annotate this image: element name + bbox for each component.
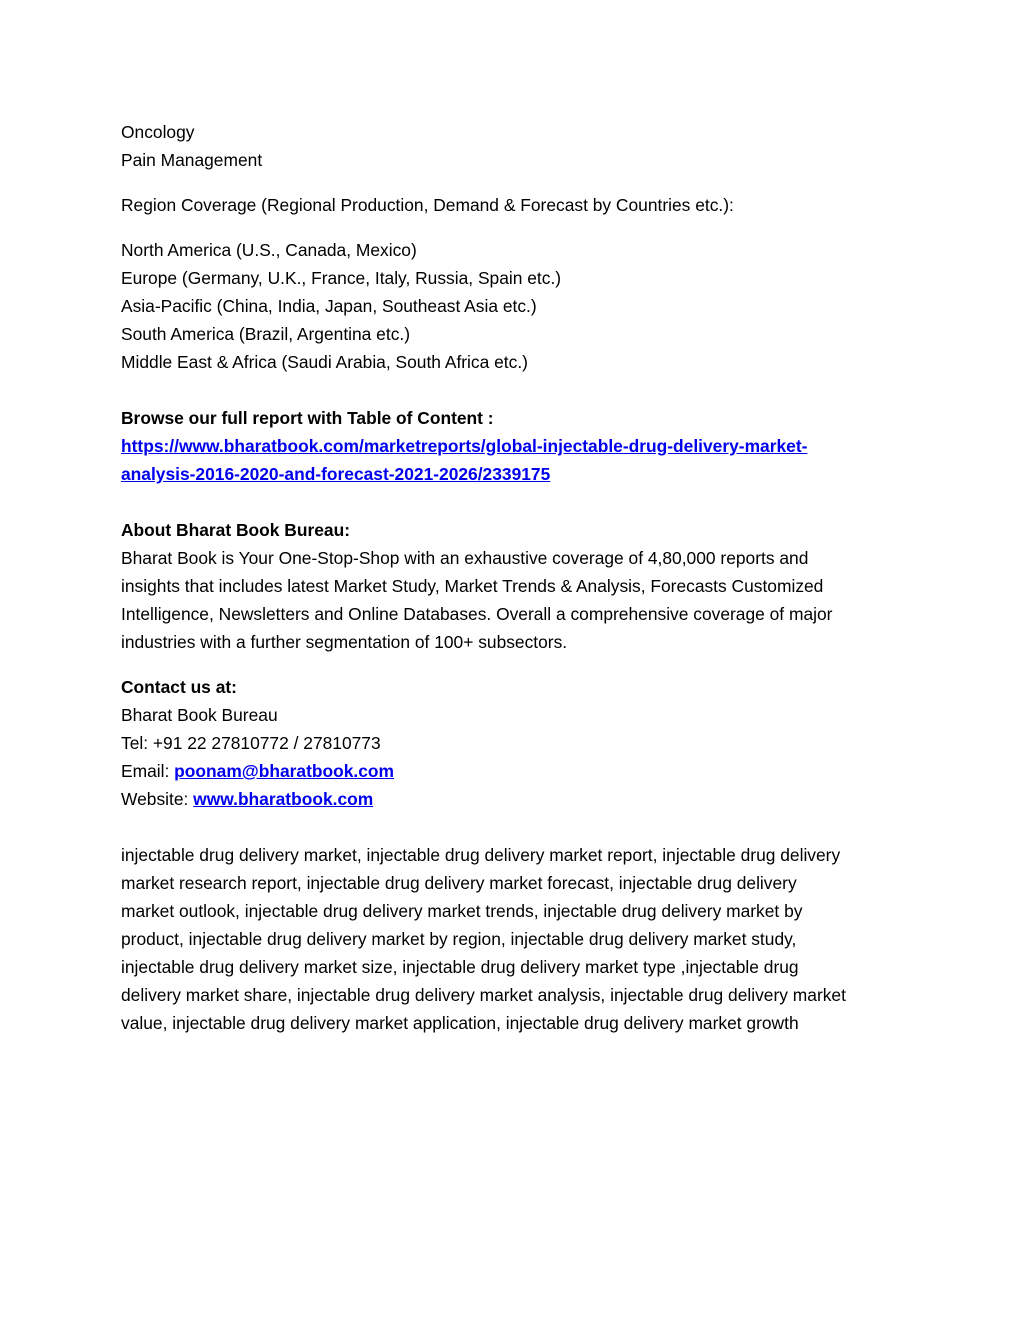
contact-email-row [121, 757, 911, 785]
about-text-line: insights that includes latest Market Study, Market Trends & Analysis, Forecasts Customized [121, 576, 824, 596]
region-item: Asia-Pacific (China, India, Japan, Southeast Asia etc.) [121, 296, 537, 316]
about-text-line: Intelligence, Newsletters and Online Databases. Overall a comprehensive coverage of major [121, 604, 833, 624]
about-text-line: industries with a further segmentation of 100+ subsectors. [121, 632, 568, 652]
keywords-line: market outlook, injectable drug delivery market trends, injectable drug delivery market by [121, 901, 803, 921]
about-text-line: Bharat Book is Your One-Stop-Shop with an exhaustive coverage of 4,80,000 reports and [121, 548, 809, 568]
region-coverage-heading: Region Coverage (Regional Production, Demand & Forecast by Countries etc.): [121, 195, 734, 215]
keywords-line: product, injectable drug delivery market by region, injectable drug delivery market study, [121, 929, 797, 949]
region-item: Europe (Germany, U.K., France, Italy, Russia, Spain etc.) [121, 268, 562, 288]
application-item: Oncology [121, 122, 195, 142]
website-link[interactable]: www.bharatbook.com [193, 789, 374, 809]
website-label: Website: [121, 789, 194, 809]
contact-website-row [121, 785, 911, 813]
keywords-line: value, injectable drug delivery market application, injectable drug delivery market growth [121, 1013, 799, 1033]
report-link-line: analysis-2016-2020-and-forecast-2021-2026/2339175 [121, 464, 551, 484]
report-link-line: https://www.bharatbook.com/marketreports/global-injectable-drug-delivery-market- [121, 436, 808, 456]
region-item: North America (U.S., Canada, Mexico) [121, 240, 417, 260]
email-label: Email: [121, 761, 175, 781]
about-heading: About Bharat Book Bureau: [121, 520, 350, 540]
keywords-line: delivery market share, injectable drug delivery market analysis, injectable drug delivery market [121, 985, 846, 1005]
contact-heading: Contact us at: [121, 677, 237, 697]
contact-company: Bharat Book Bureau [121, 705, 278, 725]
application-item: Pain Management [121, 150, 263, 170]
keywords-line: injectable drug delivery market size, injectable drug delivery market type ,injectable drug [121, 957, 799, 977]
region-item: Middle East & Africa (Saudi Arabia, South Africa etc.) [121, 352, 528, 372]
email-link[interactable]: poonam@bharatbook.com [174, 761, 395, 781]
keywords-line: injectable drug delivery market, injectable drug delivery market report, injectable drug delivery [121, 845, 841, 865]
report-link[interactable] [121, 432, 911, 488]
document-body [121, 118, 911, 1037]
region-item: South America (Brazil, Argentina etc.) [121, 324, 411, 344]
browse-report-heading: Browse our full report with Table of Content : [121, 408, 494, 428]
contact-tel: Tel: +91 22 27810772 / 27810773 [121, 733, 381, 753]
keywords-line: market research report, injectable drug delivery market forecast, injectable drug delivery [121, 873, 797, 893]
